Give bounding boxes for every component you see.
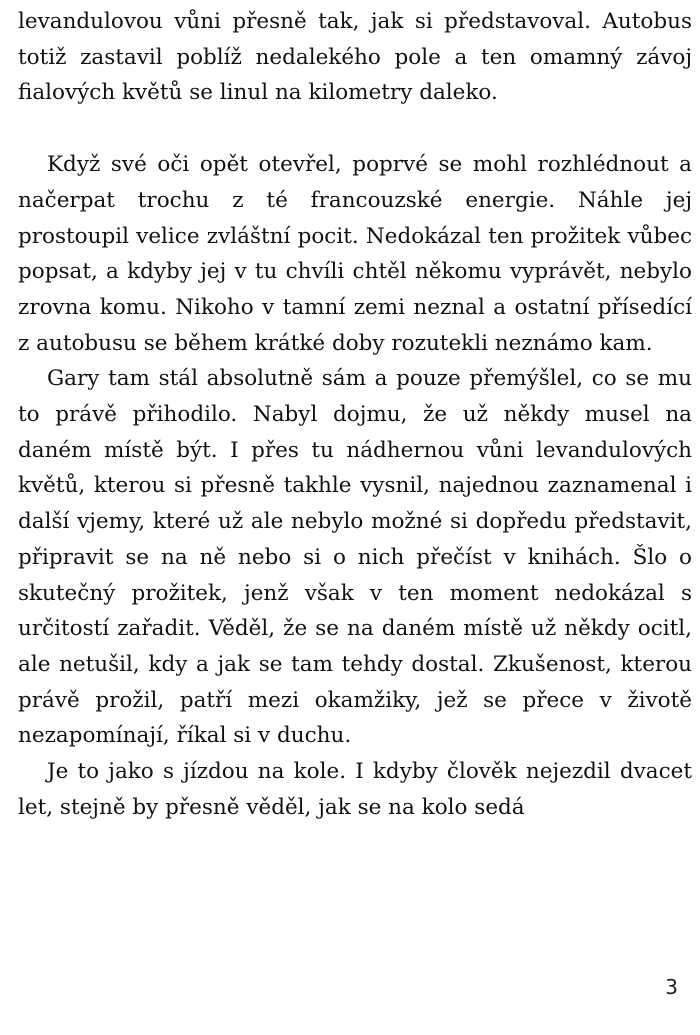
paragraph-4: Je to jako s jízdou na kole. I kdyby člověk nejezdil dvacet let, stejně by přesně věděl, jak se na kolo sedá <box>18 759 692 820</box>
paragraph-1: levandulovou vůni přesně tak, jak si představoval. Autobus totiž zastavil poblíž nedalekého pole a ten omamný závoj fialových květů se linul na kilometry daleko. <box>18 9 692 106</box>
paragraph-3: Gary tam stál absolutně sám a pouze přemýšlel, co se mu to právě přihodilo. Nabyl dojmu, že už někdy musel na daném místě být. I přes tu nádhernou vůni levandulových květů, kterou si přesně takhle vysnil, najednou zaznamenal i další vjemy, které už ale nebylo možné si dopředu představit, připravit se na ně nebo si o nich přečíst v knihách. Šlo o skutečný prožitek, jenž však v ten moment nedokázal s určitostí zařadit. Věděl, že se na daném místě už někdy ocitl, ale netušil, kdy a jak se tam tehdy dostal. Zkušenost, kterou právě prožil, patří mezi okamžiky, jež se přece v životě nezapomínají, říkal si v duchu. <box>18 366 692 749</box>
page-body <box>18 4 692 825</box>
paragraph-2: Když své oči opět otevřel, poprvé se mohl rozhlédnout a načerpat trochu z té francouzské energie. Náhle jej prostoupil velice zvláštní pocit. Nedokázal ten prožitek vůbec popsat, a kdyby jej v tu chvíli chtěl někomu vyprávět, nebylo zrovna komu. Nikoho v tamní zemi neznal a ostatní přísedící z autobusu se během krátké doby rozutekli neznámo kam. <box>18 152 692 356</box>
page-number: 3 <box>665 975 678 999</box>
